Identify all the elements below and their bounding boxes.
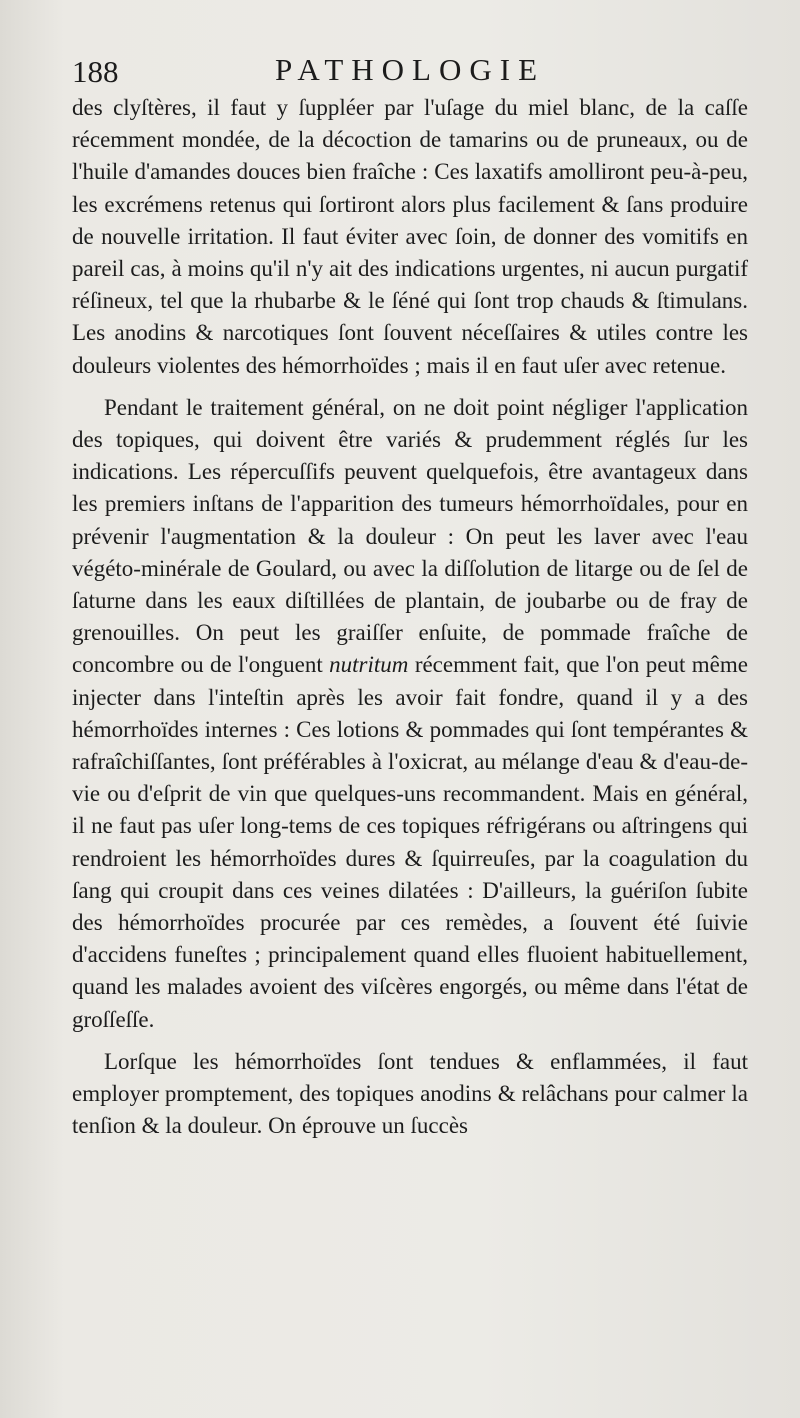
paragraph-topiques	[72, 392, 748, 1036]
paragraph-text-after: récemment fait, que l'on peut même injecter dans l'inteſtin après les avoir fait fondre, quand il y a des hémorrhoïdes internes : Ces lotions & pommades qui ſont tempérantes & rafraîchiſſantes, ſont préférables à l'oxicrat, au mélange d'eau & d'eau-de-vie ou d'eſprit de vin que quelques-uns recommandent. Mais en général, il ne faut pas uſer long-tems de ces topiques réfrigérans ou aſtringens qui rendroient les hémorrhoïdes dures & ſquirreuſes, par la coagulation du ſang qui croupit dans ces veines dilatées : D'ailleurs, la guériſon ſubite des hémorrhoïdes procurée par ces remèdes, a ſouvent été ſuivie d'accidens funeſtes ; principalement quand elles fluoient habituellement, quand les malades avoient des viſcères engorgés, ou même dans l'état de groſſeſſe.	[72, 652, 748, 1032]
italic-term: nutritum	[329, 652, 409, 678]
page-header	[72, 48, 748, 92]
paragraph-text-before: Pendant le traitement général, on ne doit point négliger l'application des topiques, qui doivent être variés & prudemment réglés ſur les indications. Les répercuſſifs peuvent quelquefois, être avantageux dans les premiers inſtans de l'apparition des tumeurs hémorrhoïdales, pour en prévenir l'augmentation & la douleur : On peut les laver avec l'eau végéto-minérale de Goulard, ou avec la diſſolution de litarge ou de ſel de ſaturne dans les eaux diſtillées de plantain, de joubarbe ou de fray de grenouilles. On peut les graiſſer enſuite, de pommade fraîche de concombre ou de l'onguent	[72, 394, 748, 678]
running-title: PATHOLOGIE	[274, 52, 546, 87]
page-number: 188	[72, 54, 119, 89]
paragraph-continuation: des clyſtères, il faut y ſuppléer par l'uſage du miel blanc, de la caſſe récemment mondée, de la décoction de tamarins ou de pruneaux, ou de l'huile d'amandes douces bien fraîche : Ces laxatifs amolliront peu-à-peu, les excrémens retenus qui ſortiront alors plus facilement & ſans produire de nouvelle irritation. Il faut éviter avec ſoin, de donner des vomitifs en pareil cas, à moins qu'il n'y ait des indications urgentes, ni aucun purgatif réſineux, tel que la rhubarbe & le ſéné qui ſont trop chauds & ſtimulans. Les anodins & narcotiques ſont ſouvent néceſſaires & utiles contre les douleurs violentes des hémorrhoïdes ; mais il en faut uſer avec retenue.	[72, 95, 748, 378]
body-text	[72, 92, 748, 1153]
paragraph-hemorrhoides-tendues: Lorſque les hémorrhoïdes ſont tendues & enflammées, il faut employer promptement, des topiques anodins & relâchans pour calmer la tenſion & la douleur. On éprouve un ſuccès	[72, 1048, 748, 1139]
